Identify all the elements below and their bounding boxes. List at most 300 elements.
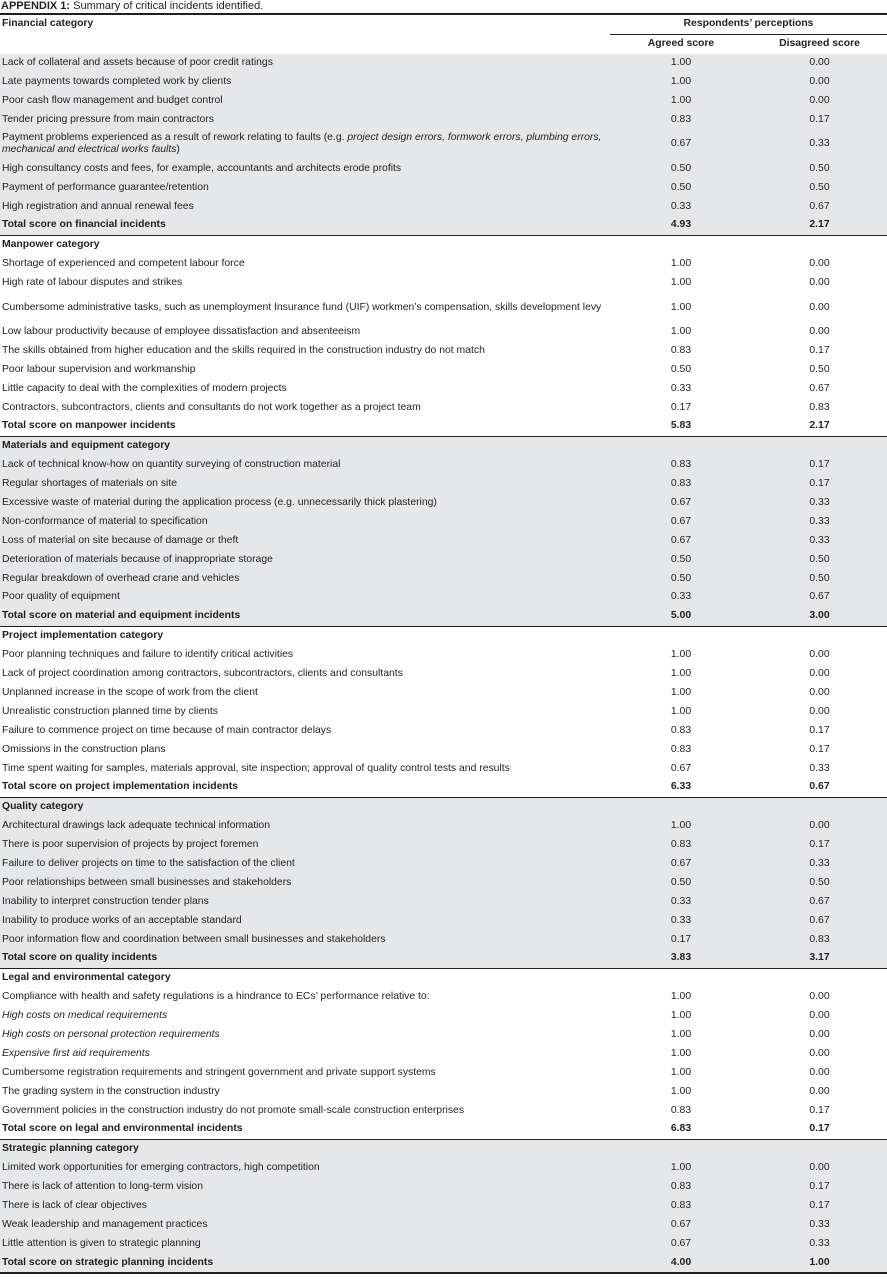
table-row (0, 1044, 887, 1063)
incident-description (0, 341, 610, 360)
incident-text: Payment problems experienced as a result of rework relating to faults (e.g. (2, 132, 348, 144)
total-disagreed-score: 0.17 (809, 1123, 830, 1135)
category-heading-row (0, 797, 887, 816)
incident-description (0, 456, 610, 475)
disagreed-score: 0.67 (809, 914, 830, 926)
category-heading: Materials and equipment category (2, 440, 171, 452)
table-row (0, 1178, 887, 1197)
total-agreed-score: 6.33 (670, 781, 692, 793)
incident-text: High rate of labour disputes and strikes (2, 277, 183, 289)
disagreed-score: 0.17 (809, 1104, 830, 1116)
agreed-score: 1.00 (670, 820, 692, 832)
table-row (0, 588, 887, 607)
incident-text: Little attention is given to strategic planning (2, 1237, 201, 1249)
incident-text: Payment of performance guarantee/retention (2, 181, 209, 193)
disagreed-score: 0.00 (809, 705, 830, 717)
disagreed-score: 0.83 (809, 933, 830, 945)
table-body (0, 54, 887, 1273)
caption-label: APPENDIX 1: (1, 0, 71, 12)
category-heading: Quality category (2, 801, 84, 813)
table-row (0, 379, 887, 398)
incident-text: Excessive waste of material during the application process (e.g. unnecessarily thick plastering) (2, 497, 437, 509)
incident-description (0, 1007, 610, 1026)
total-disagreed-score: 2.17 (809, 219, 830, 231)
incident-text: Low labour productivity because of employee dissatisfaction and absenteeism (2, 326, 361, 338)
category-heading: Manpower category (2, 239, 100, 251)
table-row (0, 988, 887, 1007)
disagreed-score: 0.33 (809, 534, 830, 546)
disagreed-score: 0.00 (809, 326, 830, 338)
incident-description (0, 54, 610, 73)
disagreed-score: 0.00 (809, 277, 830, 289)
incident-text: Poor planning techniques and failure to identify critical activities (2, 649, 294, 661)
incident-description (0, 684, 610, 703)
incident-description (0, 873, 610, 892)
table-row (0, 197, 887, 216)
disagreed-score: 0.50 (809, 572, 830, 584)
table-row (0, 341, 887, 360)
category-heading-row (0, 436, 887, 455)
incident-text: Government policies in the construction industry do not promote small-scale construction enterprises (2, 1104, 465, 1116)
incident-text: The skills obtained from higher education and the skills required in the construction industry do not match (2, 344, 485, 356)
table-row (0, 360, 887, 379)
disagreed-score: 0.17 (809, 743, 830, 755)
incident-text: Unrealistic construction planned time by clients (2, 705, 218, 717)
table-row (0, 92, 887, 111)
category-heading-row (0, 1139, 887, 1158)
agreed-score: 1.00 (670, 1010, 692, 1022)
incident-text: There is lack of attention to long-term vision (2, 1181, 203, 1193)
table-row (0, 255, 887, 274)
incident-text: Regular breakdown of overhead crane and vehicles (2, 572, 240, 584)
agreed-score: 0.17 (670, 401, 692, 413)
total-agreed-score: 3.83 (670, 952, 692, 964)
financial-category-heading: Financial category (0, 14, 610, 54)
incident-description (0, 178, 610, 197)
agreed-score: 0.67 (670, 515, 692, 527)
total-label: Total score on legal and environmental incidents (2, 1123, 243, 1135)
incident-description (0, 740, 610, 759)
incident-description (0, 323, 610, 342)
incident-text: Deterioration of materials because of inappropriate storage (2, 553, 273, 565)
incident-description (0, 702, 610, 721)
agreed-score: 0.83 (670, 478, 692, 490)
incident-text: Loss of material on site because of damage or theft (2, 534, 239, 546)
disagreed-score: 0.00 (809, 1085, 830, 1097)
incident-text: Inability to produce works of an acceptable standard (2, 914, 242, 926)
disagreed-score: 0.50 (809, 876, 830, 888)
category-heading-row (0, 968, 887, 987)
incident-text: Cumbersome registration requirements and stringent government and private support systems (2, 1066, 436, 1078)
agreed-score: 0.83 (670, 1199, 692, 1211)
table-row (0, 178, 887, 197)
incident-text: Time spent waiting for samples, materials approval, site inspection; approval of quality control tests and results (2, 762, 510, 774)
incident-text: Shortage of experienced and competent labour force (2, 258, 245, 270)
table-caption (0, 0, 887, 13)
total-disagreed-score: 1.00 (809, 1256, 830, 1268)
table-row (0, 274, 887, 293)
incident-description (0, 855, 610, 874)
disagreed-score: 0.00 (809, 668, 830, 680)
agreed-score: 0.83 (670, 113, 692, 125)
incident-text: Lack of collateral and assets because of poor credit ratings (2, 57, 273, 69)
agreed-score: 0.83 (670, 1181, 692, 1193)
incident-text: Unplanned increase in the scope of work from the client (2, 686, 258, 698)
agreed-score: 0.83 (670, 459, 692, 471)
category-heading-row (0, 235, 887, 254)
incident-text: Inability to interpret construction tender plans (2, 895, 209, 907)
agreed-score: 1.00 (670, 57, 692, 69)
disagreed-score: 0.00 (809, 649, 830, 661)
agreed-score: 1.00 (670, 95, 692, 106)
category-heading-row (0, 626, 887, 645)
disagreed-score: 0.00 (809, 258, 830, 270)
disagreed-score: 0.00 (809, 1162, 830, 1174)
disagreed-score: 0.67 (809, 895, 830, 907)
table-row (0, 293, 887, 323)
table-row (0, 456, 887, 475)
incident-text: ) (176, 144, 180, 156)
incident-text: Expensive first aid requirements (2, 1047, 150, 1059)
table-row (0, 740, 887, 759)
incident-description (0, 1215, 610, 1234)
disagreed-score: 0.17 (809, 344, 830, 356)
disagreed-score: 0.50 (809, 553, 830, 565)
agreed-score: 0.67 (670, 857, 692, 869)
incident-description (0, 73, 610, 92)
agreed-score: 1.00 (670, 258, 692, 270)
agreed-score: 0.50 (670, 363, 692, 375)
agreed-score: 0.83 (670, 1104, 692, 1116)
table-row (0, 911, 887, 930)
incident-description (0, 92, 610, 111)
incident-text: Poor information flow and coordination between small businesses and stakeholders (2, 933, 386, 945)
table-row (0, 550, 887, 569)
disagreed-score: 0.17 (809, 839, 830, 851)
category-heading: Legal and environmental category (2, 972, 171, 984)
agreed-score: 1.00 (670, 991, 692, 1003)
table-row (0, 646, 887, 665)
agreed-score: 1.00 (670, 76, 692, 88)
incident-description (0, 988, 610, 1007)
total-row (0, 216, 887, 235)
total-label: Total score on material and equipment incidents (2, 610, 241, 622)
agreed-score: 1.00 (670, 686, 692, 698)
table-row (0, 721, 887, 740)
incident-description (0, 588, 610, 607)
total-row (0, 1253, 887, 1273)
agreed-score: 0.67 (670, 534, 692, 546)
table-row (0, 512, 887, 531)
incident-description (0, 255, 610, 274)
incident-description (0, 817, 610, 836)
agreed-score: 1.00 (670, 301, 692, 313)
table-row (0, 1159, 887, 1178)
table-row (0, 569, 887, 588)
disagreed-score: 0.67 (809, 200, 830, 212)
incident-text: High consultancy costs and fees, for example, accountants and architects erode profits (2, 162, 402, 174)
total-row (0, 607, 887, 626)
table-row (0, 759, 887, 778)
total-disagreed-score: 3.17 (809, 952, 830, 964)
incident-description (0, 1197, 610, 1216)
agreed-score: 0.67 (670, 1218, 692, 1230)
disagreed-score: 0.67 (809, 591, 830, 603)
incident-text: Limited work opportunities for emerging contractors, high competition (2, 1162, 320, 1174)
disagreed-score: 0.17 (809, 1181, 830, 1193)
incident-description (0, 836, 610, 855)
total-label: Total score on manpower incidents (2, 420, 176, 432)
incident-description (0, 1026, 610, 1045)
incident-text: High registration and annual renewal fees (2, 200, 194, 212)
agreed-score: 1.00 (670, 705, 692, 717)
disagreed-score: 0.00 (809, 57, 830, 69)
table-row (0, 684, 887, 703)
disagreed-score: 0.00 (809, 686, 830, 698)
incident-text: Tender pricing pressure from main contractors (2, 113, 214, 125)
incident-description (0, 274, 610, 293)
total-label: Total score on strategic planning incidents (2, 1256, 214, 1268)
incident-description (0, 475, 610, 494)
incident-text: Regular shortages of materials on site (2, 478, 177, 490)
incident-text: Poor cash flow management and budget control (2, 95, 223, 106)
disagreed-score: 0.17 (809, 459, 830, 471)
incident-description (0, 110, 610, 129)
incident-description (0, 1044, 610, 1063)
incident-description (0, 569, 610, 588)
agreed-score: 0.33 (670, 200, 692, 212)
table-row (0, 1082, 887, 1101)
disagreed-score: 0.17 (809, 478, 830, 490)
disagreed-score: 0.00 (809, 1066, 830, 1078)
agreed-score: 0.67 (670, 762, 692, 774)
disagreed-score: 0.50 (809, 181, 830, 193)
table-row (0, 665, 887, 684)
agreed-score: 1.00 (670, 649, 692, 661)
total-agreed-score: 5.00 (670, 610, 692, 622)
table-row (0, 1215, 887, 1234)
incident-text: Lack of project coordination among contractors, subcontractors, clients and consultants (2, 668, 403, 680)
total-agreed-score: 6.83 (670, 1123, 692, 1135)
disagreed-score: 0.83 (809, 401, 830, 413)
incident-text: Cumbersome administrative tasks, such as unemployment Insurance fund (UIF) workmen’s compensation, skills development levy (2, 301, 602, 313)
incident-text: Weak leadership and management practices (2, 1218, 208, 1230)
table-row (0, 873, 887, 892)
table-row (0, 1007, 887, 1026)
incident-text: Failure to deliver projects on time to the satisfaction of the client (2, 857, 295, 869)
agreed-score: 0.50 (670, 876, 692, 888)
incident-description (0, 197, 610, 216)
incident-description (0, 911, 610, 930)
disagreed-score: 0.50 (809, 363, 830, 375)
total-disagreed-score: 3.00 (809, 610, 830, 622)
incident-description (0, 512, 610, 531)
agreed-score: 0.83 (670, 743, 692, 755)
disagreed-score: 0.33 (809, 762, 830, 774)
disagreed-score: 0.00 (809, 95, 830, 106)
agreed-score: 0.33 (670, 591, 692, 603)
incident-description (0, 293, 610, 323)
agreed-score: 0.50 (670, 553, 692, 565)
table-row (0, 702, 887, 721)
incident-description (0, 1082, 610, 1101)
category-heading: Project implementation category (2, 630, 164, 642)
agreed-score: 1.00 (670, 1066, 692, 1078)
agreed-score: 0.67 (670, 497, 692, 509)
caption-text: Summary of critical incidents identified. (70, 0, 264, 12)
table-row (0, 836, 887, 855)
disagreed-score: 0.00 (809, 820, 830, 832)
incident-description (0, 398, 610, 417)
incident-description (0, 159, 610, 178)
table-row (0, 73, 887, 92)
total-agreed-score: 4.93 (670, 219, 692, 231)
total-label: Total score on project implementation incidents (2, 781, 238, 793)
table-row (0, 129, 887, 159)
agreed-score: 0.67 (670, 138, 692, 150)
incident-description (0, 665, 610, 684)
disagreed-score: 0.33 (809, 138, 830, 150)
incident-description (0, 550, 610, 569)
incident-description (0, 646, 610, 665)
table-row (0, 54, 887, 73)
incident-text: Little capacity to deal with the complexities of modern projects (2, 382, 287, 394)
agreed-score: 1.00 (670, 1085, 692, 1097)
table-row (0, 494, 887, 513)
agreed-score: 1.00 (670, 1047, 692, 1059)
incident-text: Omissions in the construction plans (2, 743, 166, 755)
respondents-perceptions-header: Respondents’ perceptions (610, 14, 887, 34)
disagreed-score: 0.67 (809, 382, 830, 394)
total-row (0, 417, 887, 436)
agreed-score: 1.00 (670, 668, 692, 680)
header-row (0, 14, 887, 34)
incident-description (0, 1159, 610, 1178)
total-label: Total score on financial incidents (2, 219, 166, 231)
total-agreed-score: 4.00 (670, 1256, 692, 1268)
disagreed-score: 0.33 (809, 1218, 830, 1230)
incident-text: Non-conformance of material to specification (2, 515, 208, 527)
table-row (0, 855, 887, 874)
incidents-table (0, 13, 887, 1274)
agreed-score: 0.50 (670, 181, 692, 193)
agreed-score: 1.00 (670, 277, 692, 289)
disagreed-score: 0.00 (809, 301, 830, 313)
disagreed-score: 0.17 (809, 1199, 830, 1211)
incident-description (0, 759, 610, 778)
agreed-score: 0.33 (670, 382, 692, 394)
total-row (0, 778, 887, 797)
incident-text: Poor relationships between small businesses and stakeholders (2, 876, 292, 888)
incident-text: Compliance with health and safety regulations is a hindrance to ECs’ performance relative to: (2, 991, 430, 1003)
incident-text: High costs on personal protection requirements (2, 1028, 220, 1040)
disagreed-score: 0.33 (809, 1237, 830, 1249)
total-disagreed-score: 2.17 (809, 420, 830, 432)
incident-text: Architectural drawings lack adequate technical information (2, 820, 270, 832)
agreed-score: 0.83 (670, 839, 692, 851)
disagreed-score: 0.50 (809, 162, 830, 174)
agreed-score: 0.83 (670, 344, 692, 356)
disagreed-score: 0.00 (809, 991, 830, 1003)
incident-text: High costs on medical requirements (2, 1010, 168, 1022)
table-row (0, 110, 887, 129)
disagreed-score: 0.33 (809, 515, 830, 527)
incident-description (0, 721, 610, 740)
incident-text: Poor labour supervision and workmanship (2, 363, 196, 375)
incident-description (0, 494, 610, 513)
incident-text: There is poor supervision of projects by project foremen (2, 839, 259, 851)
table-row (0, 1197, 887, 1216)
table-row (0, 1234, 887, 1253)
incident-text: Contractors, subcontractors, clients and consultants do not work together as a project team (2, 401, 421, 413)
agreed-score: 0.50 (670, 162, 692, 174)
incident-description (0, 129, 610, 159)
disagreed-score: 0.00 (809, 1047, 830, 1059)
table-row (0, 930, 887, 949)
incident-description (0, 531, 610, 550)
agreed-score: 0.83 (670, 724, 692, 736)
agreed-score: 1.00 (670, 1162, 692, 1174)
table-row (0, 323, 887, 342)
category-heading: Strategic planning category (2, 1143, 139, 1155)
agreed-score: 0.17 (670, 933, 692, 945)
incident-description (0, 1178, 610, 1197)
incident-description (0, 379, 610, 398)
incident-text: Failure to commence project on time because of main contractor delays (2, 724, 332, 736)
total-label: Total score on quality incidents (2, 952, 158, 964)
table-row (0, 475, 887, 494)
disagreed-score: 0.33 (809, 857, 830, 869)
agreed-score-header: Agreed score (610, 34, 752, 53)
disagreed-score: 0.33 (809, 497, 830, 509)
incident-description (0, 1101, 610, 1120)
table-row (0, 892, 887, 911)
table-row (0, 1063, 887, 1082)
incident-text: There is lack of clear objectives (2, 1199, 147, 1211)
total-disagreed-score: 0.67 (809, 781, 830, 793)
incident-description (0, 930, 610, 949)
agreed-score: 0.33 (670, 895, 692, 907)
table-row (0, 531, 887, 550)
table-row (0, 398, 887, 417)
disagreed-score: 0.17 (809, 113, 830, 125)
disagreed-score: 0.00 (809, 1028, 830, 1040)
incident-description (0, 1063, 610, 1082)
disagreed-score-header: Disagreed score (752, 34, 887, 53)
agreed-score: 1.00 (670, 1028, 692, 1040)
incident-text: Poor quality of equipment (2, 591, 120, 603)
total-row (0, 1120, 887, 1139)
agreed-score: 0.33 (670, 914, 692, 926)
incident-text: Late payments towards completed work by clients (2, 76, 232, 88)
table-row (0, 1101, 887, 1120)
incident-text: Lack of technical know-how on quantity surveying of construction material (2, 459, 341, 471)
incident-description (0, 892, 610, 911)
agreed-score: 0.50 (670, 572, 692, 584)
total-agreed-score: 5.83 (670, 420, 692, 432)
total-row (0, 949, 887, 968)
disagreed-score: 0.00 (809, 1010, 830, 1022)
incident-description (0, 360, 610, 379)
table-row (0, 159, 887, 178)
disagreed-score: 0.17 (809, 724, 830, 736)
incident-text: The grading system in the construction industry (2, 1085, 220, 1097)
agreed-score: 0.67 (670, 1237, 692, 1249)
table-row (0, 817, 887, 836)
disagreed-score: 0.00 (809, 76, 830, 88)
agreed-score: 1.00 (670, 326, 692, 338)
incident-text: project design errors, formwork errors, plumbing errors, mechanical and electrical works faults (2, 132, 602, 156)
